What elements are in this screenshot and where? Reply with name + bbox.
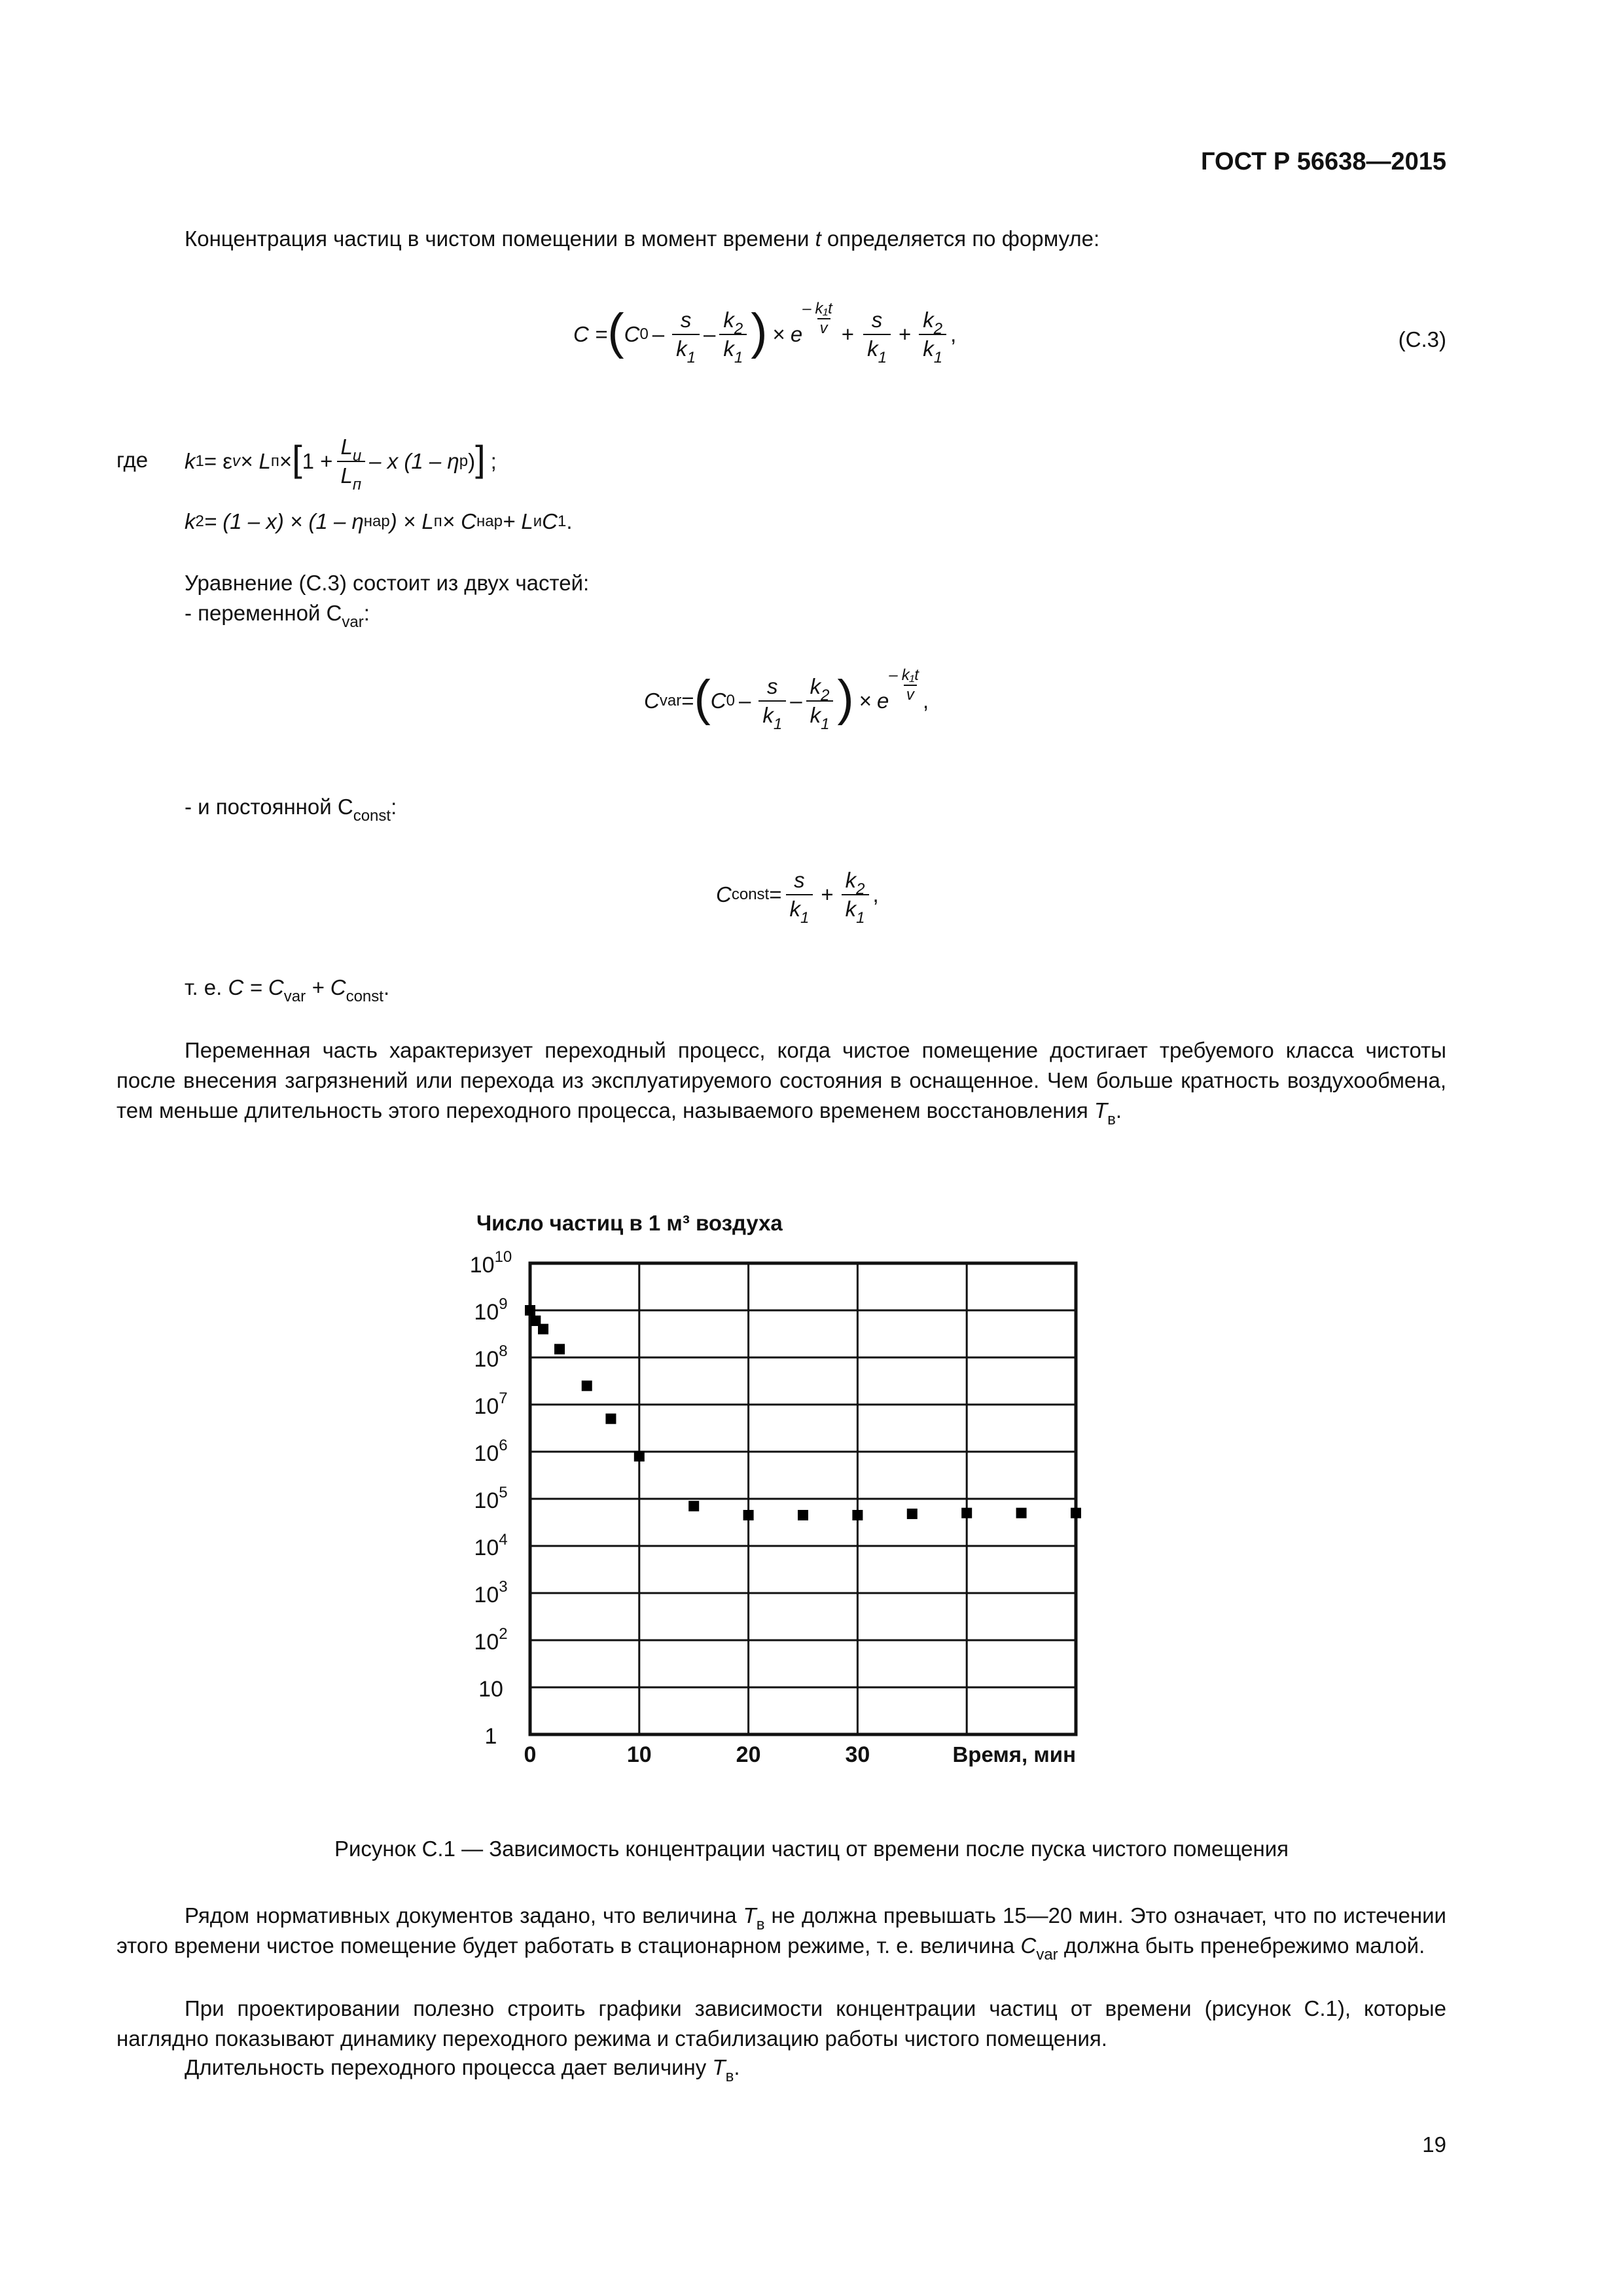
data-point <box>798 1510 808 1520</box>
paragraph-duration: Длительность переходного процесса дает величину $T_в$. <box>185 2055 740 2085</box>
data-point <box>554 1344 565 1354</box>
sum-line: т. е. $C = C_{var} + C_{const}$. <box>185 975 390 1005</box>
paragraph-design: При проектировании полезно строить графики зависимости концентрации частиц от времени (рисунок С.1), которые наглядно показывают динамику переходного режима и стабилизацию работы чистого помещения. <box>116 1996 1446 2051</box>
x-tick-label: 0 <box>524 1742 537 1767</box>
where-label: где <box>116 448 149 472</box>
exponent: – $\frac{\text{k₁t}}{v}$ <box>802 300 832 337</box>
data-point <box>1016 1508 1027 1518</box>
data-point <box>538 1324 548 1335</box>
y-tick-label: $10^7$ <box>474 1390 508 1419</box>
data-point <box>634 1451 645 1462</box>
equation-cvar: C var = ( C 0 – $\frac{s}{k_1}$ – $\frac{k_2}{k_1}$ ) × e – $\frac{\text{k₁t}}{v}$ , <box>644 666 929 733</box>
y-tick-label: $10^6$ <box>474 1437 508 1466</box>
data-point <box>525 1305 535 1316</box>
parts-intro: Уравнение (С.3) состоит из двух частей: <box>185 571 590 595</box>
paragraph-regulatory: Рядом нормативных документов задано, что величина $T_в$ не должна превышать 15—20 мин. Это означает, что по истечении этого времени чистое помещение будет работать в стационарном режиме, т. е. величина $C_{var}$ должна быть пренебрежимо малой. <box>116 1903 1446 1964</box>
y-tick-label: $10^2$ <box>474 1625 508 1655</box>
data-point <box>907 1509 918 1519</box>
x-tick-label: 30 <box>845 1742 870 1767</box>
equation-number: (С.3) <box>1398 327 1446 351</box>
y-tick-label: $10^5$ <box>474 1484 508 1513</box>
x-axis-label: Время, мин <box>952 1742 1076 1767</box>
y-tick-label: $10^3$ <box>474 1578 508 1607</box>
page-number: 19 <box>1422 2132 1446 2157</box>
x-tick-label: 20 <box>736 1742 761 1767</box>
data-point <box>605 1414 616 1424</box>
y-tick-label: $10^9$ <box>474 1295 508 1325</box>
k1-definition: k 1 = ε v × L п × [ 1 + $\frac{L_и}{L_п}$ – x (1 – η р ) ] ; <box>185 435 497 493</box>
data-point <box>743 1510 754 1520</box>
data-point <box>582 1380 592 1391</box>
fraction-s-k1: $\frac{s}{k_1}$ <box>672 308 700 361</box>
data-point <box>852 1510 863 1520</box>
x-tick-label: 10 <box>626 1742 652 1767</box>
equation-cconst: C const = $\frac{s}{k_1}$ + $\frac{k_2}{k_1}$ , <box>716 868 879 927</box>
equation-c3: C = ( C 0 – $\frac{s}{k_1}$ – $\frac{k_2}{k_1}$ ) × e – $\frac{\text{k₁t}}{v}$ + $\frac{s}{k_1}$ + $\frac{k_2}{k_1}$ , <box>573 300 957 367</box>
y-tick-label: 1 <box>484 1724 497 1749</box>
paragraph-transient: Переменная часть характеризует переходный процесс, когда чистое помещение достигает требуемого класса чистоты после внесения загрязнений или перехода из эксплуатируемого состояния в оснащенное. Чем больше кратность воздухообмена, тем меньше длительность этого переходного процесса, называемого временем восстановления $T_в$. <box>116 1038 1446 1128</box>
y-tick-label: $10^4$ <box>474 1531 508 1560</box>
y-tick-label: 10 <box>478 1677 503 1702</box>
document-number: ГОСТ Р 56638—2015 <box>1201 148 1446 175</box>
y-tick-label: $10^{10}$ <box>469 1248 512 1278</box>
y-tick-label: $10^8$ <box>474 1342 508 1372</box>
part-constant-label: - и постоянной $C_{const}$: <box>185 795 397 825</box>
figure-c1-chart <box>452 1191 1106 1774</box>
intro-text: Концентрация частиц в чистом помещении в момент времени t определяется по формуле: <box>185 226 1100 251</box>
k2-definition: k 2 = (1 – x) × (1 – η нар ) × L п × C нар + L и C 1 . <box>185 509 573 533</box>
part-variable-label: - переменной $C_{var}$: <box>185 601 370 631</box>
fraction-k2-k1: $\frac{k_2}{k_1}$ <box>719 308 747 361</box>
chart-title: Число частиц в 1 м³ воздуха <box>476 1211 783 1235</box>
figure-caption: Рисунок С.1 — Зависимость концентрации частиц от времени после пуска чистого помещения <box>334 1837 1289 1861</box>
data-point <box>961 1508 972 1518</box>
data-point <box>688 1501 699 1511</box>
data-point <box>1071 1508 1081 1518</box>
